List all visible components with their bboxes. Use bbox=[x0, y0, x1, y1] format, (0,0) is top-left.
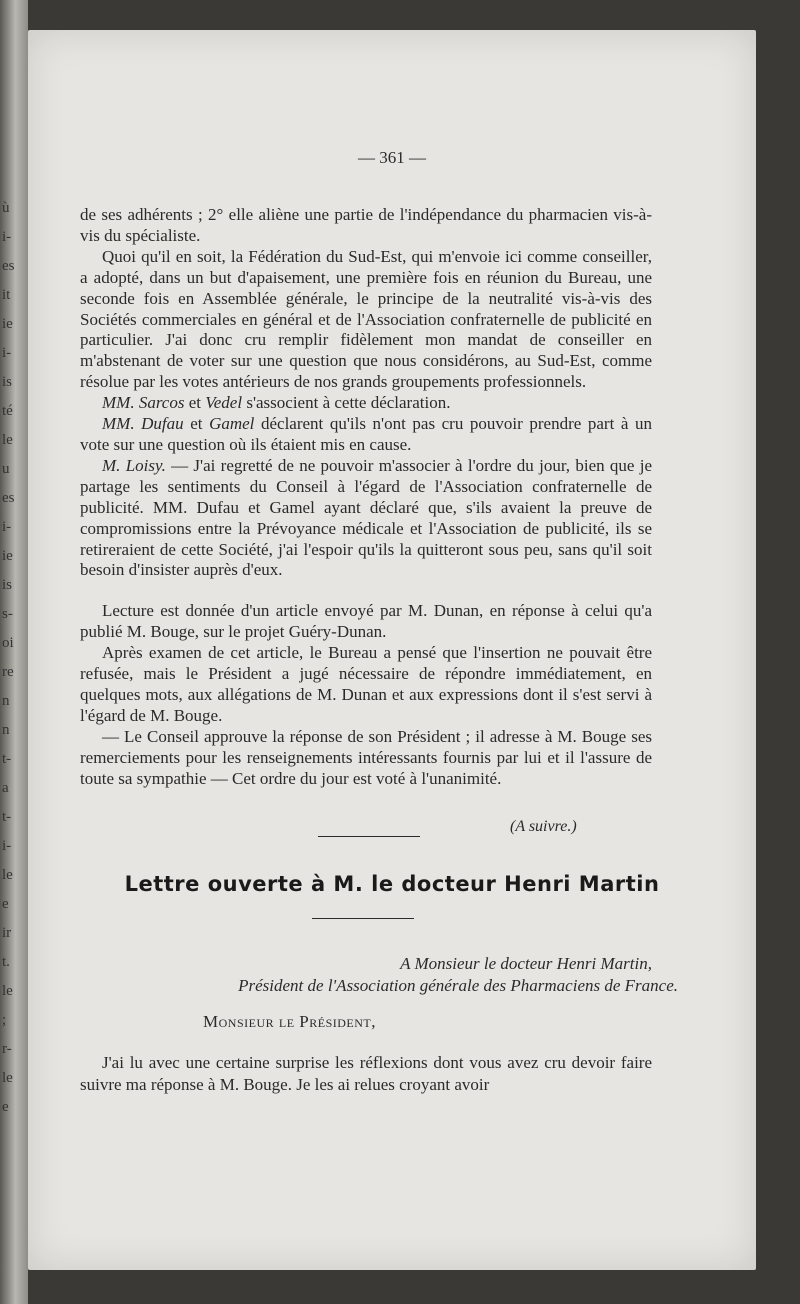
speaker-name: M. Loisy. bbox=[102, 455, 166, 475]
conjunction: et bbox=[183, 414, 210, 434]
paragraph-5 bbox=[80, 456, 652, 581]
margin-fragment: ; bbox=[2, 1012, 7, 1028]
paragraph-7: Après examen de cet article, le Bureau a pensé que l'insertion ne pouvait être refusée, mais le Président a jugé nécessaire de répondre immédiatement, en quelques mots, aux allégations de M. Dunan et aux expressions dont il s'est servi à l'égard de M. Bouge. bbox=[80, 643, 652, 725]
speaker-name: Vedel bbox=[205, 393, 243, 413]
margin-fragment: a bbox=[2, 780, 9, 796]
margin-fragment: le bbox=[2, 867, 13, 883]
paragraph-4 bbox=[80, 414, 652, 456]
margin-fragment: r- bbox=[2, 1041, 12, 1057]
margin-fragment: t. bbox=[2, 954, 10, 970]
addressee-line-2: Président de l'Association générale des Pharmaciens de France. bbox=[238, 976, 678, 995]
letter-first-paragraph: J'ai lu avec une certaine surprise les réflexions dont vous avez cru devoir faire suivre ma réponse à M. Bouge. Je les ai relues croyant avoir bbox=[80, 1053, 652, 1094]
margin-fragment: n bbox=[2, 693, 10, 709]
margin-fragment: u bbox=[2, 461, 10, 477]
paragraph-text: s'associent à cette déclaration. bbox=[242, 393, 451, 413]
margin-fragment: le bbox=[2, 983, 13, 999]
conjunction: et bbox=[184, 393, 206, 413]
margin-fragment: e bbox=[2, 896, 9, 912]
margin-fragment: ie bbox=[2, 548, 13, 564]
margin-fragment: is bbox=[2, 577, 13, 593]
margin-fragment: ù bbox=[2, 200, 10, 216]
paragraph-6: Lecture est donnée d'un article envoyé par M. Dunan, en réponse à celui qu'a publié M. Bouge, sur le projet Guéry-Dunan. bbox=[80, 601, 652, 642]
margin-fragment: it bbox=[2, 287, 11, 303]
margin-fragment: t- bbox=[2, 809, 12, 825]
paragraph-8: — Le Conseil approuve la réponse de son Président ; il adresse à M. Bouge ses remerciements pour les renseignements intéressants fournis par lui et il l'assure de toute sa sympathie — Cet ordre du jour est voté à l'unanimité. bbox=[80, 726, 652, 788]
paragraph-1: de ses adhérents ; 2° elle aliène une partie de l'indépendance du pharmacien vis-à-vis du spécialiste. bbox=[80, 205, 652, 245]
salutation: Monsieur le Président, bbox=[203, 1012, 376, 1031]
addressee-line-1: A Monsieur le docteur Henri Martin, bbox=[400, 954, 652, 973]
margin-fragment: té bbox=[2, 403, 13, 419]
margin-fragment: n bbox=[2, 722, 10, 738]
margin-fragment: es bbox=[2, 258, 15, 274]
section-divider bbox=[318, 836, 420, 837]
margin-fragment: is bbox=[2, 374, 13, 390]
title-underline bbox=[312, 918, 414, 919]
page-number: — 361 — bbox=[358, 148, 426, 167]
margin-fragment: e bbox=[2, 1099, 9, 1115]
margin-fragment: i- bbox=[2, 519, 12, 535]
margin-fragment: oi bbox=[2, 635, 14, 651]
margin-fragment: t- bbox=[2, 751, 12, 767]
margin-fragment: s- bbox=[2, 606, 13, 622]
paragraph-text: — J'ai regretté de ne pouvoir m'associer à l'ordre du jour, bien que je partage les sentiments du Conseil à l'égard de l'Association confraternelle de publicité. MM. Dufau et Gamel ayant déclaré que, s'ils avaient la preuve de compromissions entre la Prévoyance médicale et l'Association de publicité, ils se retireraient de cette Société, j'ai l'espoir qu'ils la quitteront sous peu, sans qu'il soit besoin d'insister auprès d'eux. bbox=[80, 455, 652, 580]
article-title: Lettre ouverte à M. le docteur Henri Martin bbox=[124, 872, 660, 896]
to-be-continued: (A suivre.) bbox=[510, 818, 577, 835]
margin-fragment: le bbox=[2, 1070, 13, 1086]
paragraph-3 bbox=[80, 393, 652, 414]
speaker-name: Gamel bbox=[209, 414, 255, 434]
margin-fragment: ie bbox=[2, 316, 13, 332]
previous-page-edge bbox=[0, 0, 28, 1304]
margin-fragment: es bbox=[2, 490, 15, 506]
margin-fragment: i- bbox=[2, 345, 12, 361]
margin-fragment: re bbox=[2, 664, 14, 680]
speaker-names: MM. Sarcos bbox=[102, 393, 185, 413]
margin-fragment: ir bbox=[2, 925, 12, 941]
speaker-names: MM. Dufau bbox=[102, 414, 184, 434]
margin-fragment: i- bbox=[2, 229, 12, 245]
margin-fragment: le bbox=[2, 432, 13, 448]
paragraph-2: Quoi qu'il en soit, la Fédération du Sud-Est, qui m'envoie ici comme conseiller, a adopté, dans un but d'apaisement, une première fois en réunion du Bureau, une seconde fois en Assemblée générale, le principe de la neutralité vis-à-vis des Sociétés commerciales en général et de l'Association confraternelle de publicité en particulier. J'ai donc cru remplir fidèlement mon mandat de conseiller en m'abstenant de voter sur une question que nous considérons, au Sud-Est, comme résolue par les votes antérieurs de nos grands groupements professionnels. bbox=[80, 246, 652, 392]
paragraph-text: déclarent qu'ils n'ont pas cru pouvoir prendre part à un vote sur une question où ils étaient mis en cause. bbox=[80, 414, 652, 454]
margin-fragment: i- bbox=[2, 838, 12, 854]
document-page bbox=[28, 30, 756, 1270]
body-text bbox=[80, 205, 652, 789]
